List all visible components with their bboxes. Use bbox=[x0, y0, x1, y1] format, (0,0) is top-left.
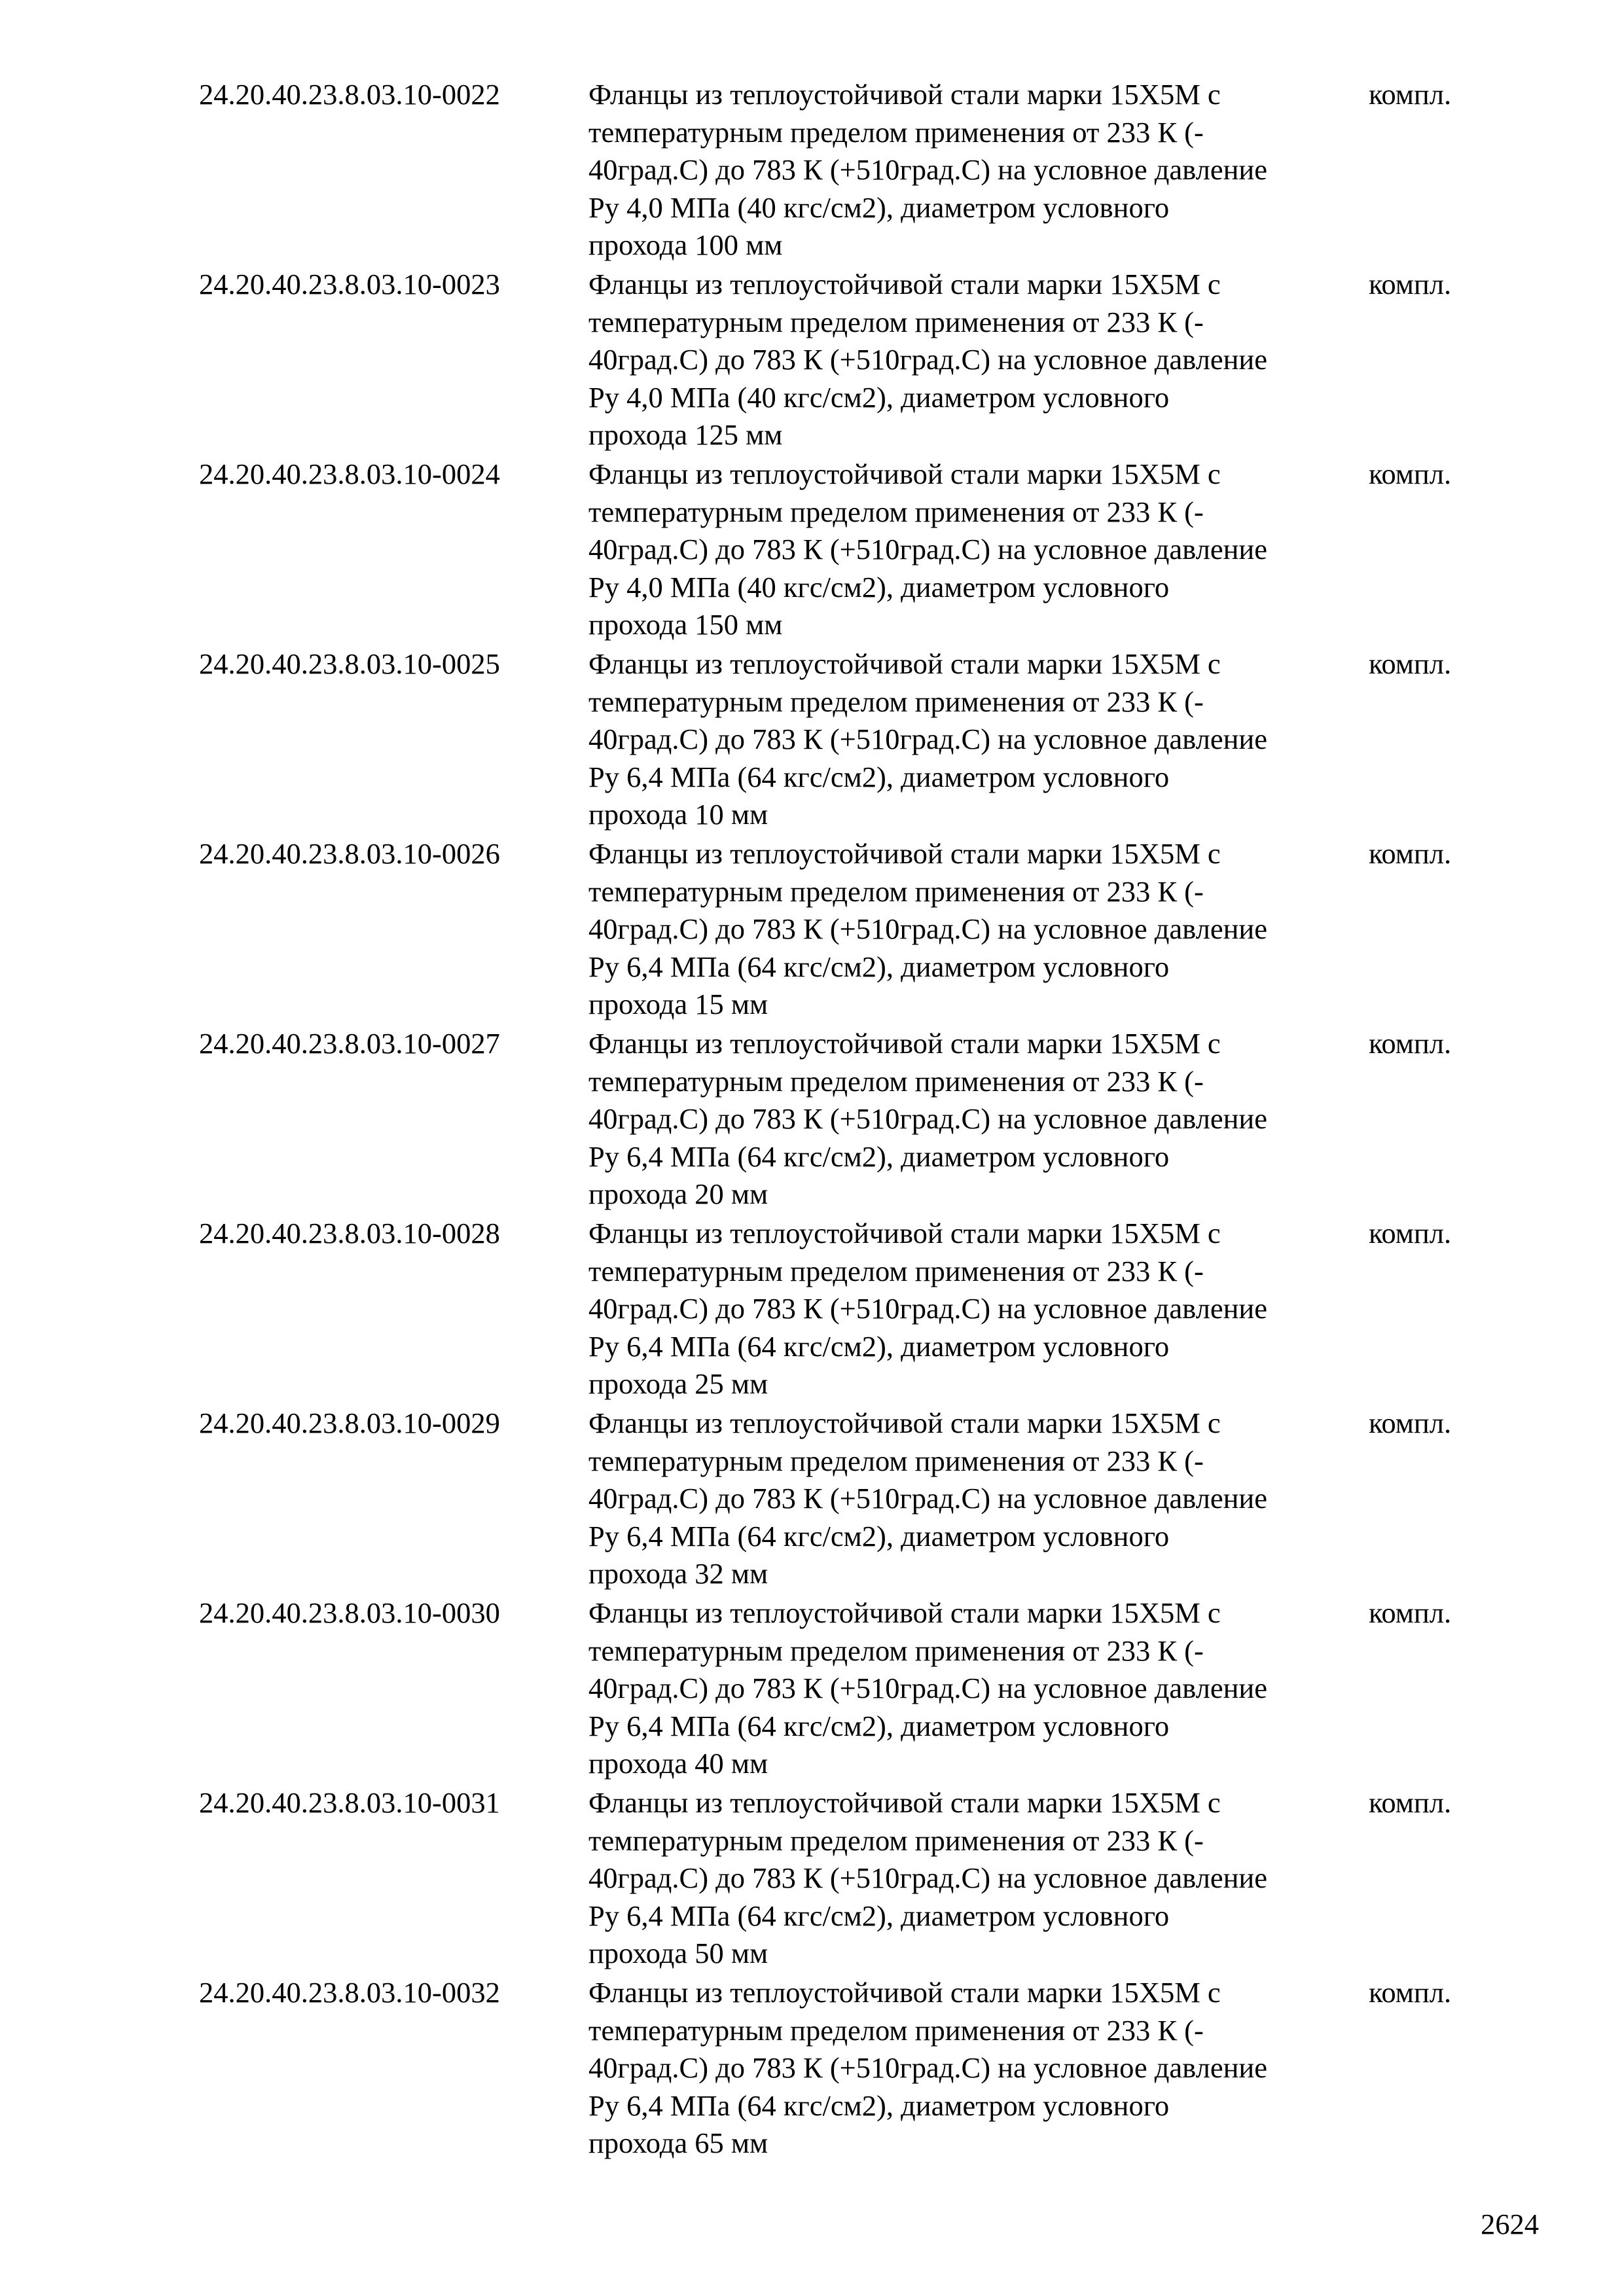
item-description bbox=[588, 1215, 1369, 1405]
item-unit: компл. bbox=[1369, 1786, 1452, 1819]
description-line: температурным пределом применения от 233 К (- bbox=[588, 685, 1204, 718]
description-line: прохода 40 мм bbox=[588, 1747, 768, 1780]
item-unit: компл. bbox=[1369, 78, 1452, 111]
list-item bbox=[199, 76, 1495, 266]
item-code: 24.20.40.23.8.03.10-0032 bbox=[199, 1976, 500, 2009]
description-line: 40град.С) до 783 К (+510град.С) на условное давление bbox=[588, 1482, 1267, 1515]
item-code: 24.20.40.23.8.03.10-0030 bbox=[199, 1596, 500, 1629]
item-code: 24.20.40.23.8.03.10-0031 bbox=[199, 1786, 500, 1819]
description-line: Фланцы из теплоустойчивой стали марки 15Х5М с bbox=[588, 1976, 1221, 2009]
list-item bbox=[199, 645, 1495, 835]
description-line: Ру 4,0 МПа (40 кгс/см2), диаметром условного bbox=[588, 380, 1170, 414]
description-line: Ру 4,0 МПа (40 кгс/см2), диаметром условного bbox=[588, 190, 1170, 224]
item-description bbox=[588, 645, 1369, 835]
description-line: 40град.С) до 783 К (+510град.С) на условное давление bbox=[588, 343, 1267, 376]
item-unit: компл. bbox=[1369, 1596, 1452, 1629]
description-line: Ру 6,4 МПа (64 кгс/см2), диаметром условного bbox=[588, 1709, 1170, 1742]
item-unit: компл. bbox=[1369, 1217, 1452, 1249]
description-line: температурным пределом применения от 233 К (- bbox=[588, 2013, 1204, 2047]
description-line: прохода 100 мм bbox=[588, 228, 783, 261]
description-line: 40град.С) до 783 К (+510град.С) на условное давление bbox=[588, 2051, 1267, 2084]
description-line: 40град.С) до 783 К (+510град.С) на условное давление bbox=[588, 723, 1267, 755]
description-line: Фланцы из теплоустойчивой стали марки 15Х5М с bbox=[588, 268, 1221, 300]
item-unit: компл. bbox=[1369, 1407, 1452, 1439]
description-line: 40град.С) до 783 К (+510град.С) на условное давление bbox=[588, 912, 1267, 945]
item-unit: компл. bbox=[1369, 837, 1452, 870]
description-line: Фланцы из теплоустойчивой стали марки 15Х5М с bbox=[588, 647, 1221, 680]
item-description bbox=[588, 1974, 1369, 2164]
item-code: 24.20.40.23.8.03.10-0027 bbox=[199, 1027, 500, 1060]
description-line: температурным пределом применения от 233 К (- bbox=[588, 1823, 1204, 1857]
description-line: 40град.С) до 783 К (+510град.С) на условное давление bbox=[588, 1672, 1267, 1704]
description-line: 40град.С) до 783 К (+510град.С) на условное давление bbox=[588, 1292, 1267, 1325]
list-item bbox=[199, 1784, 1495, 1974]
item-description bbox=[588, 1405, 1369, 1594]
item-description bbox=[588, 76, 1369, 266]
item-code: 24.20.40.23.8.03.10-0023 bbox=[199, 268, 500, 300]
description-line: Ру 6,4 МПа (64 кгс/см2), диаметром условного bbox=[588, 760, 1170, 793]
item-description bbox=[588, 456, 1369, 645]
description-line: прохода 150 мм bbox=[588, 608, 783, 641]
description-line: Фланцы из теплоустойчивой стали марки 15Х5М с bbox=[588, 1027, 1221, 1060]
description-line: прохода 65 мм bbox=[588, 2126, 768, 2159]
item-description bbox=[588, 266, 1369, 456]
description-line: Фланцы из теплоустойчивой стали марки 15Х5М с bbox=[588, 78, 1221, 111]
page-number: 2624 bbox=[1481, 2208, 1539, 2240]
description-line: прохода 10 мм bbox=[588, 798, 768, 831]
item-description bbox=[588, 1025, 1369, 1215]
description-line: прохода 50 мм bbox=[588, 1937, 768, 1969]
list-item bbox=[199, 1405, 1495, 1594]
list-item bbox=[199, 1215, 1495, 1405]
description-line: Ру 6,4 МПа (64 кгс/см2), диаметром условного bbox=[588, 1139, 1170, 1173]
description-line: Ру 4,0 МПа (40 кгс/см2), диаметром условного bbox=[588, 570, 1170, 603]
description-line: Фланцы из теплоустойчивой стали марки 15Х5М с bbox=[588, 1596, 1221, 1629]
item-unit: компл. bbox=[1369, 1976, 1452, 2009]
description-line: Ру 6,4 МПа (64 кгс/см2), диаметром условного bbox=[588, 2089, 1170, 2122]
list-item bbox=[199, 1025, 1495, 1215]
description-line: прохода 32 мм bbox=[588, 1557, 768, 1590]
item-code: 24.20.40.23.8.03.10-0028 bbox=[199, 1217, 500, 1249]
description-line: прохода 125 мм bbox=[588, 418, 783, 451]
description-line: прохода 15 мм bbox=[588, 988, 768, 1020]
list-item bbox=[199, 1974, 1495, 2164]
description-line: температурным пределом применения от 233 К (- bbox=[588, 495, 1204, 528]
description-line: температурным пределом применения от 233 К (- bbox=[588, 1634, 1204, 1667]
item-unit: компл. bbox=[1369, 457, 1452, 490]
description-line: температурным пределом применения от 233 К (- bbox=[588, 115, 1204, 149]
item-code: 24.20.40.23.8.03.10-0025 bbox=[199, 647, 500, 680]
price-list bbox=[199, 76, 1495, 2164]
description-line: Фланцы из теплоустойчивой стали марки 15Х5М с bbox=[588, 1786, 1221, 1819]
description-line: температурным пределом применения от 233 К (- bbox=[588, 305, 1204, 338]
list-item bbox=[199, 835, 1495, 1025]
description-line: температурным пределом применения от 233 К (- bbox=[588, 874, 1204, 908]
item-description bbox=[588, 835, 1369, 1025]
item-description bbox=[588, 1784, 1369, 1974]
description-line: прохода 20 мм bbox=[588, 1177, 768, 1210]
description-line: Ру 6,4 МПа (64 кгс/см2), диаметром условного bbox=[588, 1519, 1170, 1552]
description-line: температурным пределом применения от 233 К (- bbox=[588, 1254, 1204, 1287]
description-line: Ру 6,4 МПа (64 кгс/см2), диаметром условного bbox=[588, 950, 1170, 983]
item-code: 24.20.40.23.8.03.10-0026 bbox=[199, 837, 500, 870]
description-line: 40град.С) до 783 К (+510град.С) на условное давление bbox=[588, 1102, 1267, 1135]
description-line: температурным пределом применения от 233 К (- bbox=[588, 1064, 1204, 1098]
description-line: 40град.С) до 783 К (+510град.С) на условное давление bbox=[588, 533, 1267, 565]
item-code: 24.20.40.23.8.03.10-0029 bbox=[199, 1407, 500, 1439]
item-unit: компл. bbox=[1369, 647, 1452, 680]
description-line: Фланцы из теплоустойчивой стали марки 15Х5М с bbox=[588, 1217, 1221, 1249]
description-line: температурным пределом применения от 233 К (- bbox=[588, 1444, 1204, 1477]
description-line: Фланцы из теплоустойчивой стали марки 15Х5М с bbox=[588, 1407, 1221, 1439]
list-item bbox=[199, 266, 1495, 456]
description-line: 40град.С) до 783 К (+510град.С) на условное давление bbox=[588, 153, 1267, 186]
description-line: прохода 25 мм bbox=[588, 1367, 768, 1400]
list-item bbox=[199, 456, 1495, 645]
item-unit: компл. bbox=[1369, 268, 1452, 300]
description-line: Ру 6,4 МПа (64 кгс/см2), диаметром условного bbox=[588, 1899, 1170, 1932]
item-code: 24.20.40.23.8.03.10-0024 bbox=[199, 457, 500, 490]
description-line: Фланцы из теплоустойчивой стали марки 15Х5М с bbox=[588, 837, 1221, 870]
list-item bbox=[199, 1594, 1495, 1784]
description-line: Ру 6,4 МПа (64 кгс/см2), диаметром условного bbox=[588, 1329, 1170, 1363]
description-line: 40град.С) до 783 К (+510град.С) на условное давление bbox=[588, 1861, 1267, 1894]
description-line: Фланцы из теплоустойчивой стали марки 15Х5М с bbox=[588, 457, 1221, 490]
item-description bbox=[588, 1594, 1369, 1784]
item-unit: компл. bbox=[1369, 1027, 1452, 1060]
item-code: 24.20.40.23.8.03.10-0022 bbox=[199, 78, 500, 111]
